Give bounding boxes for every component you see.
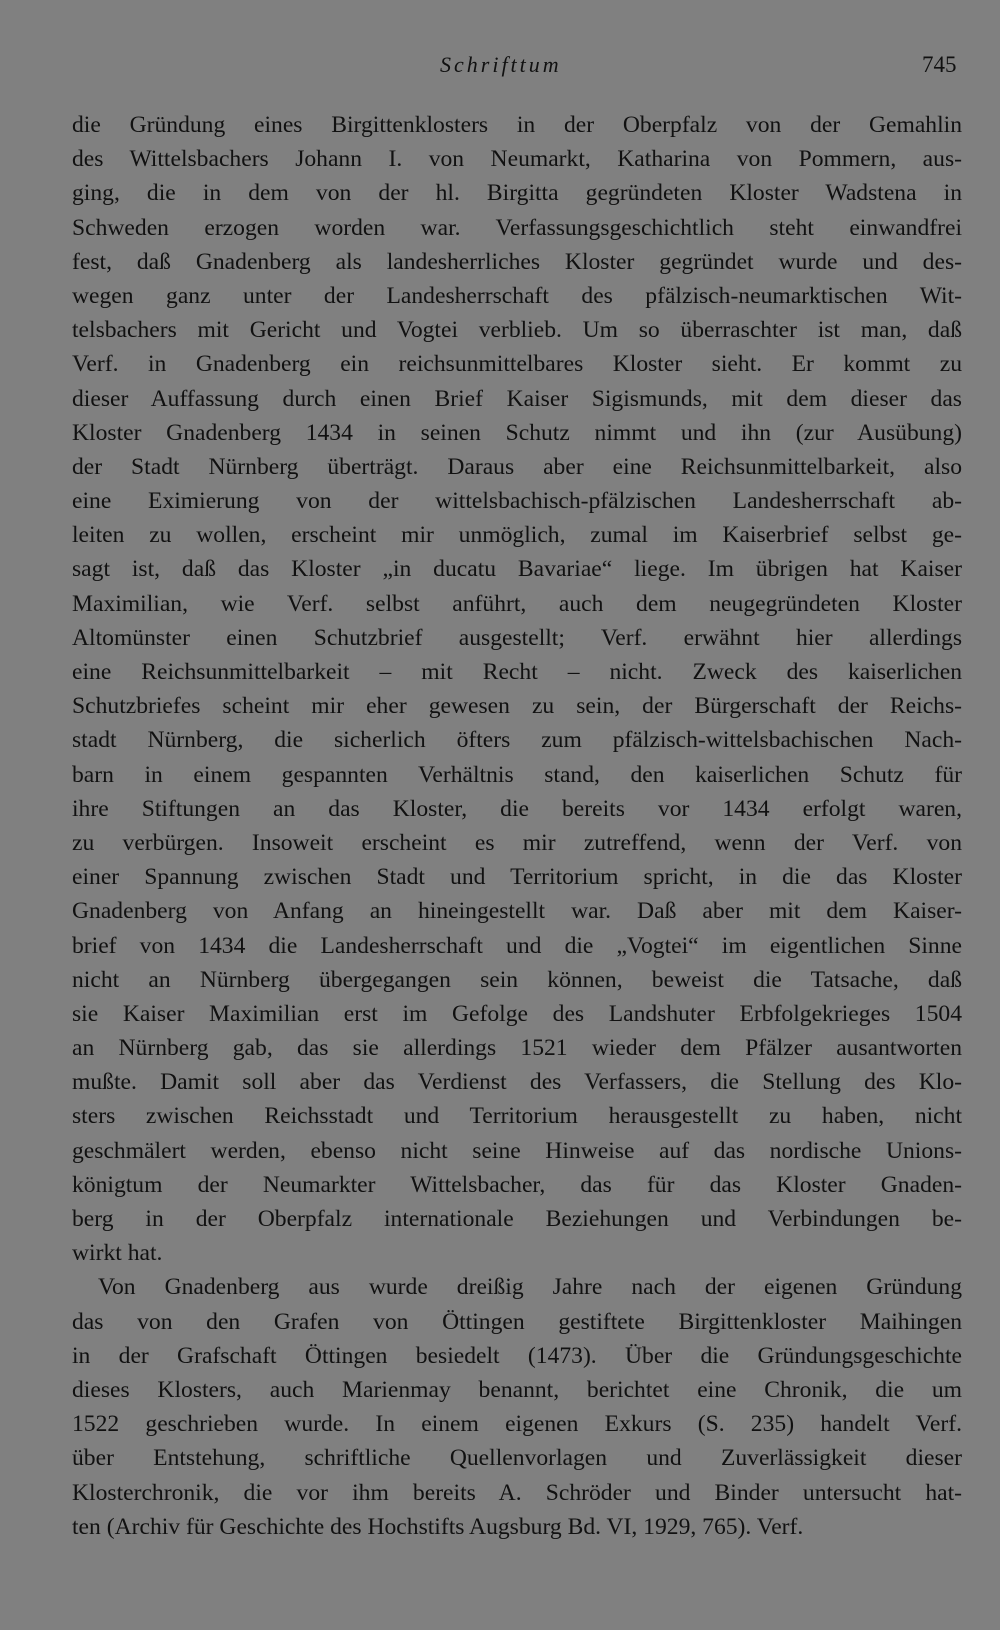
text-line: Schutzbriefes scheint mir eher gewesen zu sein, der Bürgerschaft der Reichs- [72,693,962,720]
text-line: 1522 geschrieben wurde. In einem eigenen Exkurs (S. 235) handelt Verf. [72,1411,962,1438]
text-line: Von Gnadenberg aus wurde dreißig Jahre nach der eigenen Gründung [98,1274,962,1301]
text-line: Verf. in Gnadenberg ein reichsunmittelbares Kloster sieht. Er kommt zu [72,351,962,378]
text-line: wirkt hat. [72,1240,163,1267]
text-line: Schweden erzogen worden war. Verfassungsgeschichtlich steht einwandfrei [72,214,962,241]
text-line: barn in einem gespannten Verhältnis stand, den kaiserlichen Schutz für [72,761,962,788]
text-line: dieser Auffassung durch einen Brief Kaiser Sigismunds, mit dem dieser das [72,385,962,412]
text-line: ging, die in dem von der hl. Birgitta gegründeten Kloster Wadstena in [72,180,962,207]
text-line: Klosterchronik, die vor ihm bereits A. Schröder und Binder untersucht hat- [72,1479,962,1506]
page-number: 745 [922,52,957,77]
text-line: Kloster Gnadenberg 1434 in seinen Schutz nimmt und ihn (zur Ausübung) [72,419,962,446]
text-line: wegen ganz unter der Landesherrschaft des pfälzisch-neumarktischen Wit- [72,282,962,309]
text-line: an Nürnberg gab, das sie allerdings 1521 wieder dem Pfälzer ausantworten [72,1035,962,1062]
paragraph [72,108,962,1270]
text-line: sagt ist, daß das Kloster „in ducatu Bavariae“ liege. Im übrigen hat Kaiser [72,556,962,583]
text-line: die Gründung eines Birgittenklosters in der Oberpfalz von der Gemahlin [72,112,962,138]
text-line: in der Grafschaft Öttingen besiedelt (1473). Über die Gründungsgeschichte [72,1342,962,1369]
text-line: des Wittelsbachers Johann I. von Neumarkt, Katharina von Pommern, aus- [72,146,962,173]
body-text [72,108,962,1544]
text-line: zu verbürgen. Insoweit erscheint es mir zutreffend, wenn der Verf. von [72,829,962,856]
text-line: berg in der Oberpfalz internationale Beziehungen und Verbindungen be- [72,1206,962,1232]
text-line: Altomünster einen Schutzbrief ausgestellt; Verf. erwähnt hier allerdings [72,624,962,651]
text-line: der Stadt Nürnberg überträgt. Daraus aber eine Reichsunmittelbarkeit, also [72,453,962,480]
text-line: sie Kaiser Maximilian erst im Gefolge des Landshuter Erbfolgekrieges 1504 [72,1000,962,1027]
text-line: nicht an Nürnberg übergegangen sein können, beweist die Tatsache, daß [72,966,962,993]
running-head [0,52,1000,84]
text-line: eine Reichsunmittelbarkeit – mit Recht – nicht. Zweck des kaiserlichen [72,659,962,685]
text-line: ten (Archiv für Geschichte des Hochstifts Augsburg Bd. VI, 1929, 765). Verf. [72,1513,804,1540]
text-line: telsbachers mit Gericht und Vogtei verblieb. Um so überraschter ist man, daß [72,317,962,344]
text-line: sters zwischen Reichsstadt und Territorium herausgestellt zu haben, nicht [72,1103,962,1130]
text-line: einer Spannung zwischen Stadt und Territorium spricht, in die das Kloster [72,864,962,891]
text-line: mußte. Damit soll aber das Verdienst des Verfassers, die Stellung des Klo- [72,1069,962,1096]
text-line: geschmälert werden, ebenso nicht seine Hinweise auf das nordische Unions- [72,1137,962,1164]
text-line: eine Eximierung von der wittelsbachisch-pfälzischen Landesherrschaft ab- [72,488,962,515]
running-title: Schrifttum [440,52,562,77]
text-line: Maximilian, wie Verf. selbst anführt, auch dem neugegründeten Kloster [72,590,962,617]
text-line: königtum der Neumarkter Wittelsbacher, das für das Kloster Gnaden- [72,1171,962,1198]
text-line: dieses Klosters, auch Marienmay benannt, berichtet eine Chronik, die um [72,1376,962,1403]
text-line: über Entstehung, schriftliche Quellenvorlagen und Zuverlässigkeit dieser [72,1445,962,1472]
text-line: das von den Grafen von Öttingen gestiftete Birgittenkloster Maihingen [72,1308,962,1335]
paragraph [72,1270,962,1544]
text-line: fest, daß Gnadenberg als landesherrliches Kloster gegründet wurde und des- [72,248,962,275]
text-line: Gnadenberg von Anfang an hineingestellt war. Daß aber mit dem Kaiser- [72,898,962,925]
text-line: brief von 1434 die Landesherrschaft und die „Vogtei“ im eigentlichen Sinne [72,932,962,959]
text-line: leiten zu wollen, erscheint mir unmöglich, zumal im Kaiserbrief selbst ge- [72,522,962,549]
text-line: stadt Nürnberg, die sicherlich öfters zum pfälzisch-wittelsbachischen Nach- [72,727,962,754]
text-line: ihre Stiftungen an das Kloster, die bereits vor 1434 erfolgt waren, [72,795,962,822]
